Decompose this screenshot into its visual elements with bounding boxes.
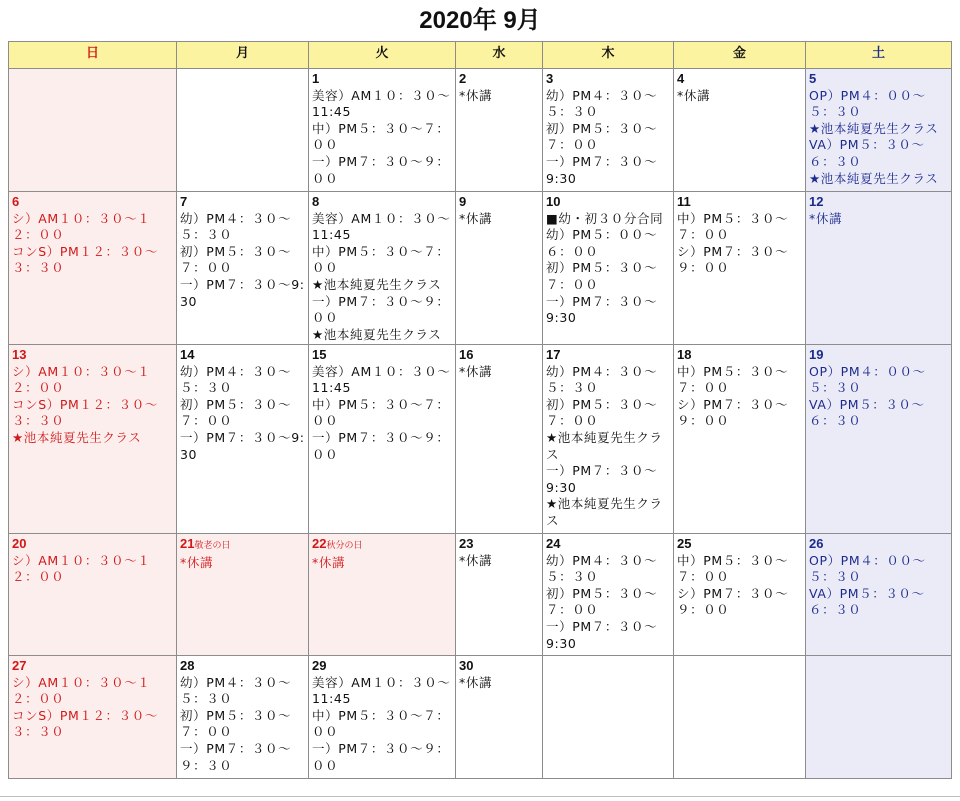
class-schedule-entry: 中）PM５：３０〜７：００ — [312, 243, 450, 276]
day-cell — [309, 192, 456, 345]
weekday-monday: 月 — [177, 42, 309, 69]
class-schedule-entry: ★池本純夏先生クラス — [809, 120, 939, 136]
week-row — [9, 534, 952, 656]
class-schedule-entry: *休講 — [677, 87, 711, 103]
day-content — [543, 345, 673, 530]
day-content — [9, 534, 176, 586]
class-schedule-entry: ★池本純夏先生クラス — [809, 170, 939, 186]
class-schedule-entry: 一）PM７：３０〜９：００ — [312, 429, 450, 462]
day-header — [459, 71, 539, 88]
day-cell — [456, 656, 543, 779]
class-schedule-entry: 美容）AM１０：３０〜11:45 — [312, 87, 451, 120]
class-schedule-entry: ■幼・初３０分合同 — [546, 210, 664, 226]
day-header — [180, 658, 305, 675]
day-content — [543, 69, 673, 187]
class-schedule-entry: 中）PM５：３０〜７：００ — [677, 210, 789, 243]
calendar-title: 2020年 9月 — [419, 7, 541, 34]
week-row — [9, 345, 952, 534]
day-header — [677, 71, 802, 88]
day-cell — [806, 69, 952, 192]
day-content — [456, 345, 542, 380]
day-header — [546, 536, 670, 553]
day-cell — [309, 345, 456, 534]
day-content — [674, 534, 805, 619]
class-schedule-entry: ★池本純夏先生クラス — [546, 496, 663, 528]
day-cell — [674, 192, 806, 345]
holiday-name: 秋分の日 — [326, 541, 363, 551]
day-content — [177, 69, 308, 71]
day-cell — [177, 345, 309, 534]
class-schedule-entry: 初）PM５：３０〜７：００ — [546, 585, 658, 618]
class-schedule-entry: 初）PM５：３０〜７：００ — [546, 396, 658, 429]
class-schedule-entry: 一）PM７：３０〜９：００ — [312, 293, 450, 326]
class-schedule-entry: 初）PM５：３０〜７：００ — [546, 260, 658, 292]
class-schedule-entry: シ）PM７：３０〜９：００ — [677, 243, 789, 276]
empty-day-cell — [9, 69, 177, 192]
empty-day-cell — [806, 656, 952, 779]
day-number: 10 — [546, 194, 561, 209]
day-cell — [456, 345, 543, 534]
day-number: 30 — [459, 658, 474, 673]
day-number: 14 — [180, 347, 195, 362]
class-schedule-entry: シ）AM１０：３０〜１２：００ — [12, 552, 151, 585]
day-cell — [674, 345, 806, 534]
day-content — [456, 656, 542, 691]
day-content — [9, 192, 176, 277]
day-cell — [9, 534, 177, 656]
class-schedule-entry: OP）PM４：００〜５：３０ — [809, 552, 926, 585]
week-row — [9, 69, 952, 192]
day-header — [677, 347, 802, 364]
day-content — [806, 656, 951, 658]
day-header — [312, 536, 452, 555]
day-content — [309, 69, 455, 187]
day-content — [674, 192, 805, 277]
day-number: 28 — [180, 658, 195, 673]
class-schedule-entry: 美容）AM１０：３０〜11:45 — [312, 674, 451, 707]
day-header — [677, 536, 802, 553]
weekday-tuesday: 火 — [309, 42, 456, 69]
class-schedule-entry: OP）PM４：００〜５：３０ — [809, 363, 926, 396]
day-header — [312, 194, 452, 211]
class-schedule-entry: 一）PM７：３０〜9:30 — [180, 429, 305, 462]
class-schedule-entry: 一）PM７：３０〜9:30 — [546, 293, 658, 326]
day-content — [9, 345, 176, 447]
day-cell — [674, 534, 806, 656]
class-schedule-entry: *休講 — [312, 554, 346, 570]
day-content — [309, 192, 455, 343]
class-schedule-entry: 幼）PM４：３０〜５：３０ — [546, 87, 658, 120]
day-header — [677, 194, 802, 211]
day-cell — [543, 534, 674, 656]
class-schedule-entry: コンS）PM１２：３０〜３：３０ — [12, 707, 158, 740]
class-schedule-entry: 幼）PM４：３０〜５：３０ — [180, 210, 292, 243]
day-cell — [9, 345, 177, 534]
day-number: 24 — [546, 536, 561, 551]
day-content — [543, 656, 673, 658]
class-schedule-entry: *休講 — [459, 210, 493, 226]
class-schedule-entry: *休講 — [459, 674, 493, 690]
class-schedule-entry: シ）AM１０：３０〜１２：００ — [12, 363, 151, 396]
weekday-sunday: 日 — [9, 42, 177, 69]
class-schedule-entry: OP）PM４：００〜５：３０ — [809, 87, 926, 120]
day-number: 13 — [12, 347, 27, 362]
day-content — [674, 345, 805, 430]
class-schedule-entry: 中）PM５：３０〜７：００ — [677, 552, 789, 585]
weekday-header-row — [9, 42, 952, 69]
class-schedule-entry: *休講 — [459, 363, 493, 379]
day-number: 5 — [809, 71, 817, 86]
day-header — [12, 194, 173, 211]
day-header — [809, 347, 948, 364]
day-content — [9, 656, 176, 741]
day-content — [309, 345, 455, 463]
day-header — [12, 347, 173, 364]
day-header — [459, 347, 539, 364]
weekday-saturday: 土 — [806, 42, 952, 69]
empty-day-cell — [177, 69, 309, 192]
day-number: 1 — [312, 71, 320, 86]
day-number: 2 — [459, 71, 467, 86]
day-header — [809, 71, 948, 88]
class-schedule-entry: 美容）AM１０：３０〜11:45 — [312, 210, 451, 243]
class-schedule-entry: *休講 — [459, 87, 493, 103]
day-header — [459, 536, 539, 553]
class-schedule-entry: 中）PM５：３０〜７：００ — [677, 363, 789, 396]
class-schedule-entry: コンS）PM１２：３０〜３：３０ — [12, 243, 158, 276]
class-schedule-entry: 初）PM５：３０〜７：００ — [180, 243, 292, 276]
day-content — [806, 192, 951, 227]
day-content — [674, 656, 805, 658]
day-header — [546, 347, 670, 364]
day-content — [9, 69, 176, 71]
day-cell — [9, 192, 177, 345]
day-content — [806, 69, 951, 187]
day-header — [12, 536, 173, 553]
day-content — [456, 192, 542, 227]
class-schedule-entry: 一）PM７：３０〜9:30 — [546, 153, 658, 186]
day-cell — [177, 656, 309, 779]
day-content — [806, 534, 951, 619]
weekday-friday: 金 — [674, 42, 806, 69]
empty-day-cell — [674, 656, 806, 779]
class-schedule-entry: 一）PM７：３０〜９：００ — [312, 740, 450, 773]
day-number: 25 — [677, 536, 692, 551]
bottom-divider — [0, 796, 960, 797]
class-schedule-entry: シ）PM７：３０〜９：００ — [677, 585, 789, 618]
day-content — [177, 656, 308, 774]
class-schedule-entry: 初）PM５：３０〜７：００ — [180, 396, 292, 429]
class-schedule-entry: 幼）PM５：００〜６：００ — [546, 227, 658, 259]
day-cell — [309, 69, 456, 192]
class-schedule-entry: 幼）PM４：３０〜５：３０ — [180, 363, 292, 396]
day-number: 6 — [12, 194, 20, 209]
class-schedule-entry: コンS）PM１２：３０〜３：３０ — [12, 396, 158, 429]
class-schedule-entry: VA）PM５：３０〜６：３０ — [809, 396, 925, 429]
day-header — [546, 194, 670, 211]
day-number: 23 — [459, 536, 474, 551]
day-content — [177, 345, 308, 463]
weekday-wednesday: 水 — [456, 42, 543, 69]
day-content — [309, 534, 455, 571]
class-schedule-entry: *休講 — [459, 552, 493, 568]
class-schedule-entry: 一）PM７：３０〜９：００ — [312, 153, 450, 186]
day-cell — [806, 192, 952, 345]
day-header — [180, 536, 305, 555]
class-schedule-entry: ★池本純夏先生クラス — [12, 429, 142, 445]
calendar-grid — [8, 41, 952, 779]
class-schedule-entry: 中）PM５：３０〜７：００ — [312, 120, 450, 153]
day-header — [546, 71, 670, 88]
class-schedule-entry: 初）PM５：３０〜７：００ — [546, 120, 658, 153]
day-number: 21 — [180, 536, 195, 551]
class-schedule-entry: 幼）PM４：３０〜５：３０ — [546, 552, 658, 585]
day-cell — [177, 534, 309, 656]
day-cell — [543, 345, 674, 534]
day-number: 29 — [312, 658, 327, 673]
day-content — [543, 534, 673, 652]
day-number: 15 — [312, 347, 327, 362]
day-cell — [456, 534, 543, 656]
day-number: 17 — [546, 347, 561, 362]
day-number: 22 — [312, 536, 327, 551]
day-content — [806, 345, 951, 430]
day-number: 19 — [809, 347, 824, 362]
holiday-name: 敬老の日 — [194, 541, 231, 551]
day-header — [180, 194, 305, 211]
class-schedule-entry: 一）PM７：３０〜9:30 — [546, 618, 658, 651]
day-header — [312, 347, 452, 364]
class-schedule-entry: シ）AM１０：３０〜１２：００ — [12, 674, 151, 707]
day-content — [177, 534, 308, 571]
class-schedule-entry: 幼）PM４：３０〜５：３０ — [180, 674, 292, 707]
day-number: 4 — [677, 71, 685, 86]
day-content — [674, 69, 805, 104]
day-cell — [456, 69, 543, 192]
day-number: 26 — [809, 536, 824, 551]
week-row — [9, 192, 952, 345]
class-schedule-entry: ★池本純夏先生クラス — [312, 276, 442, 292]
day-cell — [309, 534, 456, 656]
day-content — [456, 534, 542, 569]
day-content — [543, 192, 673, 327]
week-row — [9, 656, 952, 779]
day-cell — [543, 192, 674, 345]
day-content — [456, 69, 542, 104]
day-cell — [177, 192, 309, 345]
class-schedule-entry: 中）PM５：３０〜７：００ — [312, 707, 450, 740]
day-content — [309, 656, 455, 774]
day-header — [809, 536, 948, 553]
class-schedule-entry: *休講 — [180, 554, 214, 570]
day-header — [312, 71, 452, 88]
day-cell — [674, 69, 806, 192]
day-cell — [543, 69, 674, 192]
day-header — [180, 347, 305, 364]
class-schedule-entry: VA）PM５：３０〜６：３０ — [809, 585, 925, 618]
class-schedule-entry: 美容）AM１０：３０〜11:45 — [312, 363, 451, 396]
day-number: 12 — [809, 194, 824, 209]
class-schedule-entry: *休講 — [809, 210, 843, 226]
weekday-thursday: 木 — [543, 42, 674, 69]
day-number: 20 — [12, 536, 27, 551]
day-number: 7 — [180, 194, 188, 209]
class-schedule-entry: 中）PM５：３０〜７：００ — [312, 396, 450, 429]
day-number: 9 — [459, 194, 467, 209]
day-content — [177, 192, 308, 310]
day-header — [809, 194, 948, 211]
day-cell — [806, 534, 952, 656]
day-cell — [309, 656, 456, 779]
class-schedule-entry: 初）PM５：３０〜７：００ — [180, 707, 292, 740]
class-schedule-entry: シ）AM１０：３０〜１２：００ — [12, 210, 151, 243]
class-schedule-entry: 幼）PM４：３０〜５：３０ — [546, 363, 658, 396]
class-schedule-entry: 一）PM７：３０〜9:30 — [546, 463, 658, 495]
class-schedule-entry: ★池本純夏先生クラス — [312, 326, 442, 342]
day-number: 27 — [12, 658, 27, 673]
class-schedule-entry: ★池本純夏先生クラス — [546, 429, 663, 462]
day-cell — [806, 345, 952, 534]
day-header — [459, 194, 539, 211]
day-number: 8 — [312, 194, 320, 209]
day-number: 16 — [459, 347, 474, 362]
day-header — [312, 658, 452, 675]
day-cell — [9, 656, 177, 779]
class-schedule-entry: シ）PM７：３０〜９：００ — [677, 396, 789, 429]
class-schedule-entry: VA）PM５：３０〜６：３０ — [809, 137, 925, 169]
day-cell — [456, 192, 543, 345]
day-number: 11 — [677, 194, 691, 209]
day-number: 3 — [546, 71, 554, 86]
class-schedule-entry: 一）PM７：３０〜９：３０ — [180, 740, 292, 773]
day-header — [459, 658, 539, 675]
empty-day-cell — [543, 656, 674, 779]
day-number: 18 — [677, 347, 692, 362]
day-header — [12, 658, 173, 675]
class-schedule-entry: 一）PM７：３０〜9:30 — [180, 276, 305, 309]
